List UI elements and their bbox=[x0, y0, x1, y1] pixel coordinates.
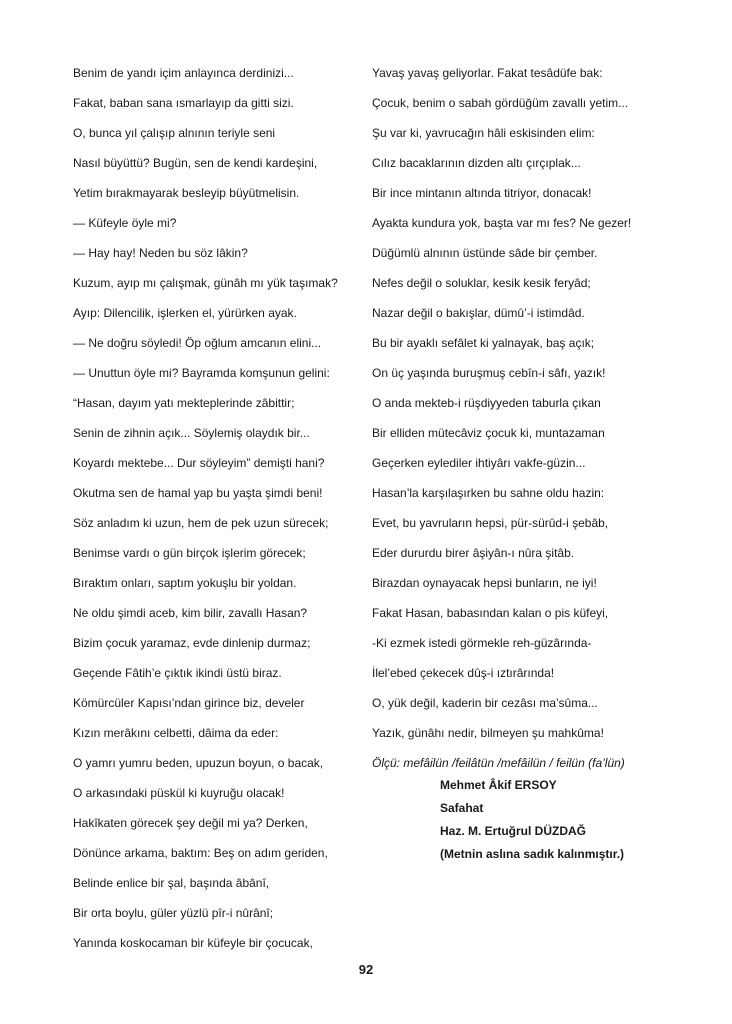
poem-line: Bu bir ayaklı sefâlet ki yalnayak, baş açık; bbox=[372, 336, 595, 350]
author-name: Mehmet Âkif ERSOY bbox=[440, 778, 557, 792]
credits-block bbox=[440, 774, 624, 866]
poem-line: Yetim bırakmayarak besleyip büyütmelisin. bbox=[73, 186, 300, 200]
poem-line: Yavaş yavaş geliyorlar. Fakat tesâdüfe bak: bbox=[372, 66, 603, 80]
poem-line: Ne oldu şimdi aceb, kim bilir, zavallı Hasan? bbox=[73, 606, 308, 620]
poem-line: Eder dururdu birer âşiyân-ı nûra şitâb. bbox=[372, 546, 575, 560]
poem-line: Hasan’la karşılaşırken bu sahne oldu hazin: bbox=[372, 486, 605, 500]
poem-line: O anda mekteb-i rüşdiyyeden taburla çıkan bbox=[372, 396, 601, 410]
poem-line: Ayıp: Dilencilik, işlerken el, yürürken ayak. bbox=[73, 306, 297, 320]
poem-line: Kuzum, ayıp mı çalışmak, günâh mı yük taşımak? bbox=[73, 276, 338, 290]
poem-line: Cılız bacaklarının dizden altı çırçıplak... bbox=[372, 156, 581, 170]
poem-line: Bizim çocuk yaramaz, evde dinlenip durmaz; bbox=[73, 636, 311, 650]
poem-line: Bir elliden mütecâviz çocuk ki, muntazaman bbox=[372, 426, 605, 440]
poem-line: O arkasındaki püskül ki kuyruğu olacak! bbox=[73, 786, 285, 800]
poem-line: O yamrı yumru beden, upuzun boyun, o bacak, bbox=[73, 756, 324, 770]
poem-line: İlel’ebed çekecek dûş-i ıztırârında! bbox=[372, 666, 555, 680]
page-number: 92 bbox=[358, 962, 374, 977]
work-title: Safahat bbox=[440, 801, 484, 815]
poem-line: Fakat, baban sana ısmarlayıp da gitti sizi. bbox=[73, 96, 294, 110]
poem-line: -Ki ezmek istedi görmekle reh-güzârında- bbox=[372, 636, 592, 650]
poem-line: Kömürcüler Kapısı’ndan girince biz, develer bbox=[73, 696, 305, 710]
poem-column-right bbox=[372, 58, 672, 778]
poem-line: Okutma sen de hamal yap bu yaşta şimdi beni! bbox=[73, 486, 323, 500]
poem-line: Bir orta boylu, güler yüzlü pîr-i nûrânî; bbox=[73, 906, 274, 920]
poem-line: Ayakta kundura yok, başta var mı fes? Ne gezer! bbox=[372, 216, 632, 230]
poem-line: Bir ince mintanın altında titriyor, donacak! bbox=[372, 186, 592, 200]
poem-line: Düğümlü alnının üstünde sâde bir çember. bbox=[372, 246, 598, 260]
poem-line: — Unuttun öyle mi? Bayramda komşunun gelini: bbox=[73, 366, 330, 380]
poem-line: Koyardı mektebe... Dur söyleyim” demişti hani? bbox=[73, 456, 325, 470]
fidelity-note: (Metnin aslına sadık kalınmıştır.) bbox=[440, 847, 625, 861]
poem-line: Nasıl büyüttü? Bugün, sen de kendi kardeşini, bbox=[73, 156, 318, 170]
poem-line: Çocuk, benim o sabah gördüğüm zavallı yetim... bbox=[372, 96, 629, 110]
poem-line: Yanında koskocaman bir küfeyle bir çocucak, bbox=[73, 936, 313, 950]
poem-column-left bbox=[73, 58, 358, 958]
poem-line: On üç yaşında buruşmuş cebîn-i sâfı, yazık! bbox=[372, 366, 606, 380]
poem-line: Benimse vardı o gün birçok işlerim görecek; bbox=[73, 546, 306, 560]
poem-line: Şu var ki, yavrucağın hâli eskisinden elim: bbox=[372, 126, 595, 140]
poem-line: — Hay hay! Neden bu söz lâkin? bbox=[73, 246, 248, 260]
poem-line: Benim de yandı içim anlayınca derdinizi... bbox=[73, 66, 294, 80]
poem-line: Söz anladım ki uzun, hem de pek uzun sürecek; bbox=[73, 516, 329, 530]
poem-line: Yazık, günâhı nedir, bilmeyen şu mahkûma! bbox=[372, 726, 604, 740]
editor-name: Haz. M. Ertuğrul DÜZDAĞ bbox=[440, 824, 586, 838]
poem-line: Evet, bu yavruların hepsi, pür-sürûd-i şebâb, bbox=[372, 516, 609, 530]
poem-line: Kızın merâkını celbetti, dâima da eder: bbox=[73, 726, 279, 740]
poem-line: — Ne doğru söyledi! Öp oğlum amcanın elini... bbox=[73, 336, 322, 350]
poem-line: Senin de zihnin açık... Söylemiş olaydık bir... bbox=[73, 426, 310, 440]
poem-line: Nazar değil o bakışlar, dümû’-i istimdâd. bbox=[372, 306, 585, 320]
poem-line: — Küfeyle öyle mi? bbox=[73, 216, 177, 230]
poem-line: Belinde enlice bir şal, başında âbânî, bbox=[73, 876, 270, 890]
poem-line: Bıraktım onları, saptım yokuşlu bir yoldan. bbox=[73, 576, 297, 590]
poem-meter: Ölçü: mefâilün /feilâtün /mefâilün / feilün (fa’lün) bbox=[372, 756, 625, 770]
poem-line: Birazdan oynayacak hepsi bunların, ne iyi! bbox=[372, 576, 597, 590]
poem-line: Geçende Fâtih’e çıktık ikindi üstü biraz. bbox=[73, 666, 282, 680]
poem-line: Fakat Hasan, babasından kalan o pis küfeyi, bbox=[372, 606, 609, 620]
poem-line: O, bunca yıl çalışıp alnının teriyle seni bbox=[73, 126, 276, 140]
poem-line: “Hasan, dayım yatı mekteplerinde zâbittir; bbox=[73, 396, 295, 410]
poem-line: Geçerken eylediler ihtiyârı vakfe-güzin... bbox=[372, 456, 586, 470]
poem-line: Hakîkaten görecek şey değil mi ya? Derken, bbox=[73, 816, 308, 830]
poem-line: Dönünce arkama, baktım: Beş on adım geriden, bbox=[73, 846, 328, 860]
poem-line: Nefes değil o soluklar, kesik kesik feryâd; bbox=[372, 276, 591, 290]
poem-line: O, yük değil, kaderin bir cezâsı ma’sûma... bbox=[372, 696, 598, 710]
